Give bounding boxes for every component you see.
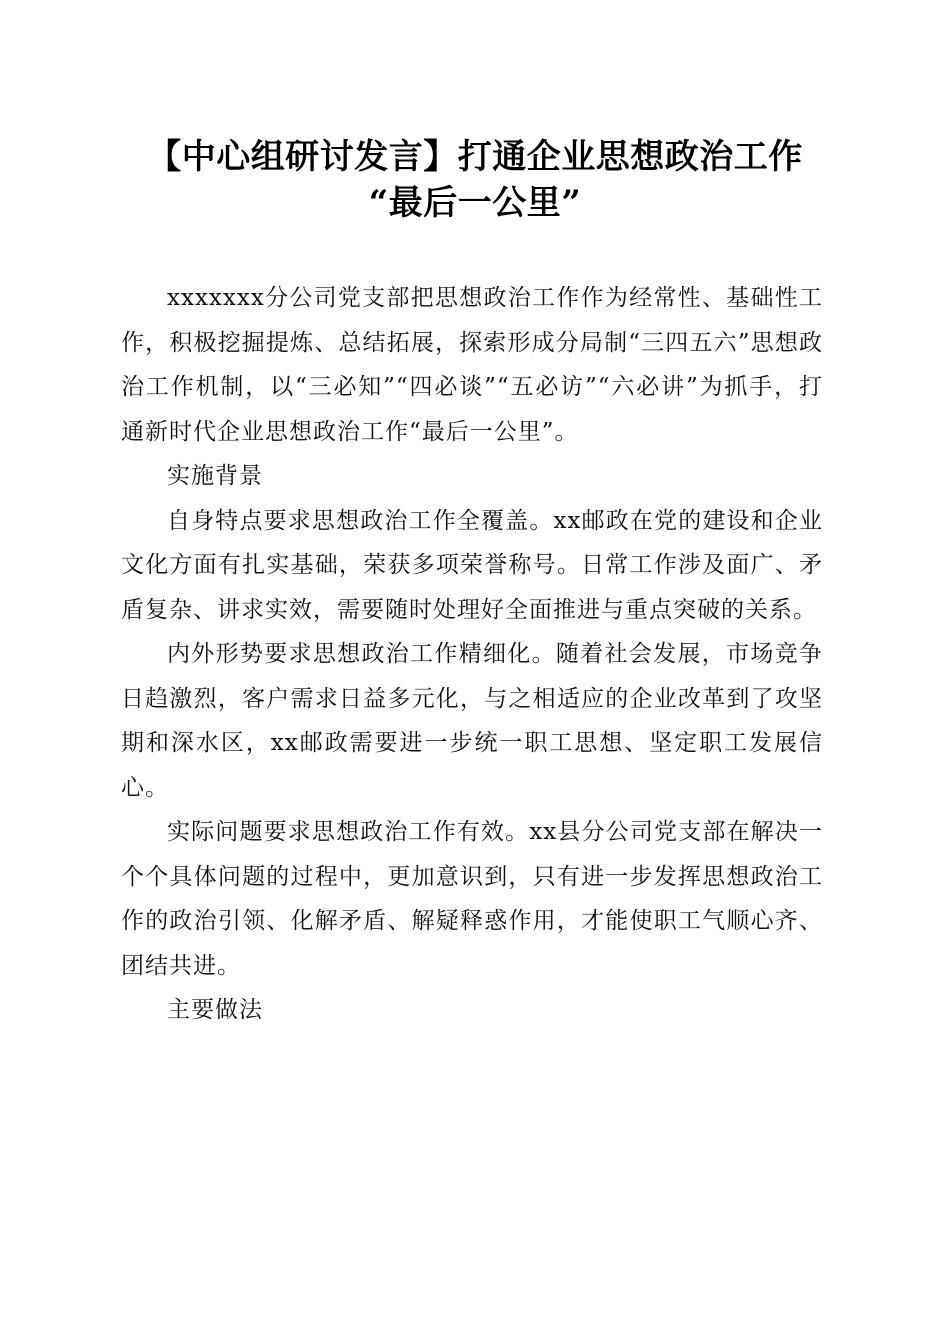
paragraph-practical-issues: 实际问题要求思想政治工作有效。xx县分公司党支部在解决一个个具体问题的过程中，更加意识到，只有进一步发挥思想政治工作的政治引领、化解矛盾、解疑释惑作用，才能使职工气顺心齐、团结共进。 xyxy=(121,819,823,979)
paragraph-own-features: 自身特点要求思想政治工作全覆盖。xx邮政在党的建设和企业文化方面有扎实基础，荣获多项荣誉称号。日常工作涉及面广、矛盾复杂、讲求实效，需要随时处理好全面推进与重点突破的关系。 xyxy=(121,507,823,623)
title-line-2: “最后一公里” xyxy=(368,183,582,223)
title-line-1: 【中心组研讨发言】打通企业思想政治工作 xyxy=(147,137,803,177)
document-body xyxy=(121,276,823,1033)
paragraph-situation: 内外形势要求思想政治工作精细化。随着社会发展，市场竞争日趋激烈，客户需求日益多元化，与之相适应的企业改革到了攻坚期和深水区，xx邮政需要进一步统一职工思想、坚定职工发展信心。 xyxy=(121,641,823,801)
section-heading-background: 实施背景 xyxy=(167,463,263,489)
section-heading-main-practices: 主要做法 xyxy=(167,997,263,1023)
document-title xyxy=(120,134,830,226)
paragraph-intro: xxxxxxx分公司党支部把思想政治工作作为经常性、基础性工作，积极挖掘提炼、总结拓展，探索形成分局制“三四五六”思想政治工作机制，以“三必知”“四必谈”“五必访”“六必讲”为抓手，打通新时代企业思想政治工作“最后一公里”。 xyxy=(121,285,823,445)
